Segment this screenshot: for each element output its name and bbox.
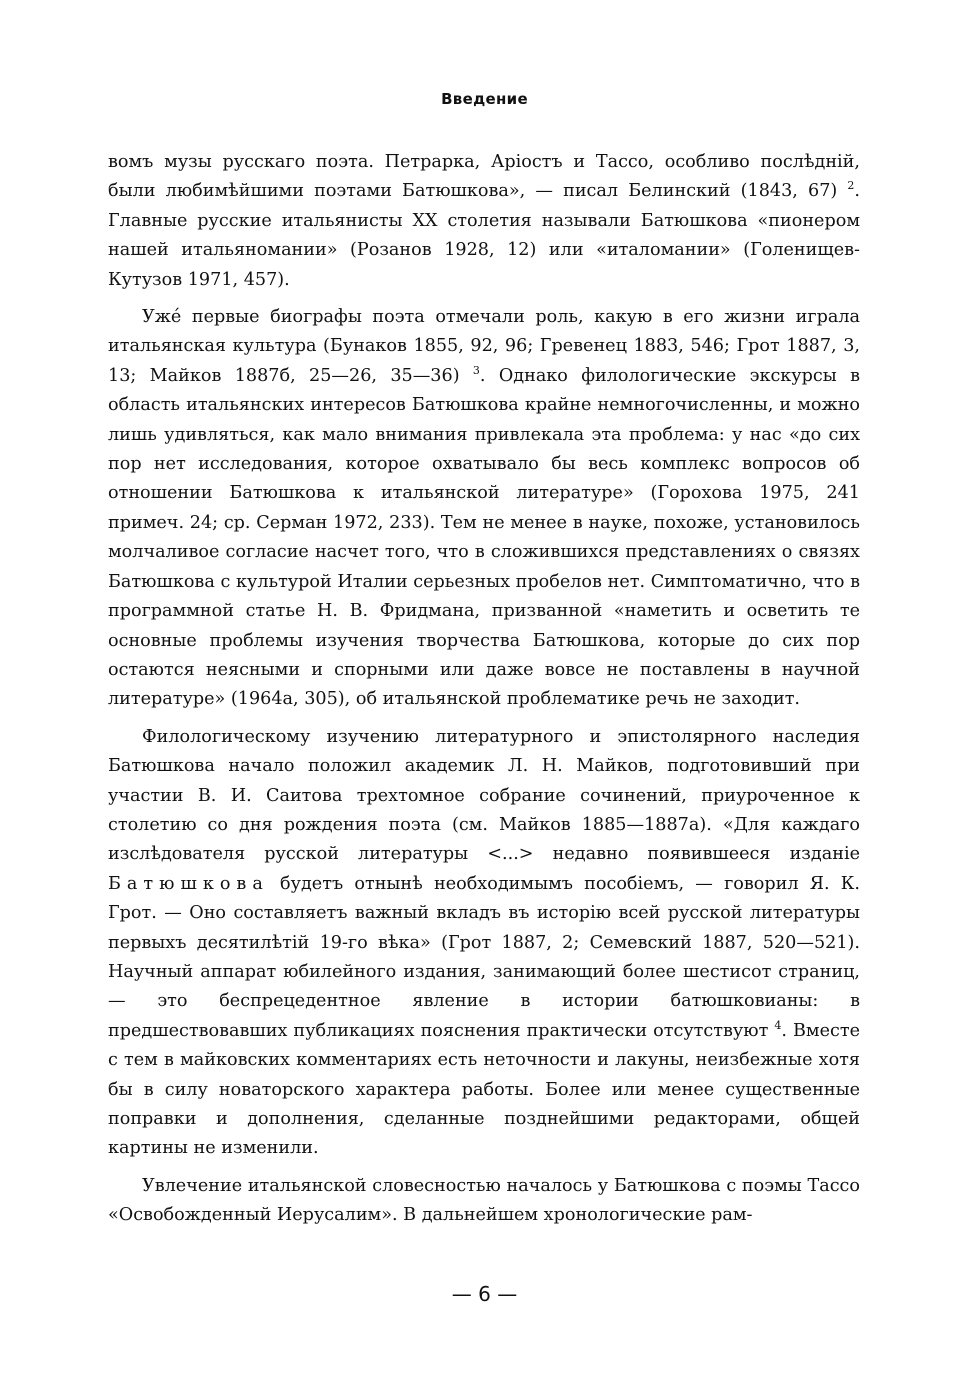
running-head: Введение — [441, 90, 528, 108]
paragraph-4 — [108, 1172, 860, 1231]
paragraph-3 — [108, 723, 860, 1164]
paragraph-1 — [108, 148, 860, 295]
paragraph-text: будетъ отнынѣ необходимымъ пособіемъ, — говорил Я. К. Грот. — Оно составляетъ важный вкладъ въ исторію всей русской литературы первыхъ десятилѣтій 19-го вѣка» (Грот 1887, 2; Семевский 1887, 520—521). Научный аппарат юбилейного издания, занимающий более шестисот страниц, — это беспрецедентное явление в истории батюшковианы: в предшествовавших публикациях пояснения практически отсутствуют — [108, 873, 860, 1041]
paragraph-text: Филологическому изучению литературного и эпистолярного наследия Батюшкова начало положил академик Л. Н. Майков, подготовивший при участии В. И. Саитова трехтомное собрание сочинений, приуроченное к столетию со дня рождения поэта (см. Майков 1885—1887а). «Для каждаго изслѣдователя русской литературы <...> недавно появившееся изданіе — [108, 726, 860, 865]
paragraph-text: . Однако филологические экскурсы в область итальянских интересов Батюшкова крайне немногочисленны, и можно лишь удивляться, как мало внимания привлекала эта проблема: у нас «до сих пор нет исследования, которое охватывало бы весь комплекс вопросов об отношении Батюшкова к итальянской литературе» (Горохова 1975, 241 примеч. 24; ср. Серман 1972, 233). Тем не менее в науке, похоже, установилось молчаливое согласие насчет того, что в сложившихся представлениях о связях Батюшкова с культурой Италии серьезных пробелов нет. Симптоматично, что в программной статье Н. В. Фридмана, призванной «наметить и осветить те основные проблемы изучения творчества Батюшкова, которые до сих пор остаются неясными и спорными или даже вовсе не поставлены в научной литературе» (1964а, 305), об итальянской проблематике речь не заходит. — [108, 365, 861, 710]
paragraph-text: . Вместе с тем в майковских комментариях есть неточности и лакуны, неизбежные хотя бы в силу новаторского характера работы. Более или менее существенные поправки и дополнения, сделанные позднейшими редакторами, общей картины не изменили. — [108, 1020, 860, 1159]
footnote-ref-2: 2 — [847, 179, 855, 193]
body-text — [108, 148, 860, 1231]
paragraph-text: . Главные русские итальянисты XX столетия называли Батюшкова «пионером нашей итальяномании» (Розанов 1928, 12) или «италомании» (Голенищев-Кутузов 1971, 457). — [108, 181, 861, 290]
footnote-ref-3: 3 — [472, 363, 480, 377]
paragraph-2 — [108, 303, 860, 715]
paragraph-text: Увлечение итальянской словесностью началось у Батюшкова с поэмы Тассо «Освобожденный Иерусалим». В дальнейшем хронологические рам- — [108, 1175, 860, 1226]
footnote-ref-4: 4 — [774, 1018, 782, 1032]
spaced-name: Батюшкова — [108, 873, 269, 894]
page-number: — 6 — — [451, 1282, 518, 1306]
paragraph-text: вомъ музы русскаго поэта. Петрарка, Аріостъ и Тассо, особливо послѣдній, были любимѣйшими поэтами Батюшкова», — писал Белинский (1843, 67) — [108, 152, 860, 202]
paragraph-text: Ужé первые биографы поэта отмечали роль, какую в его жизни играла итальянская культура (Бунаков 1855, 92, 96; Гревенец 1883, 546; Грот 1887, 3, 13; Майков 1887б, 25—26, 35—36) — [108, 307, 860, 386]
